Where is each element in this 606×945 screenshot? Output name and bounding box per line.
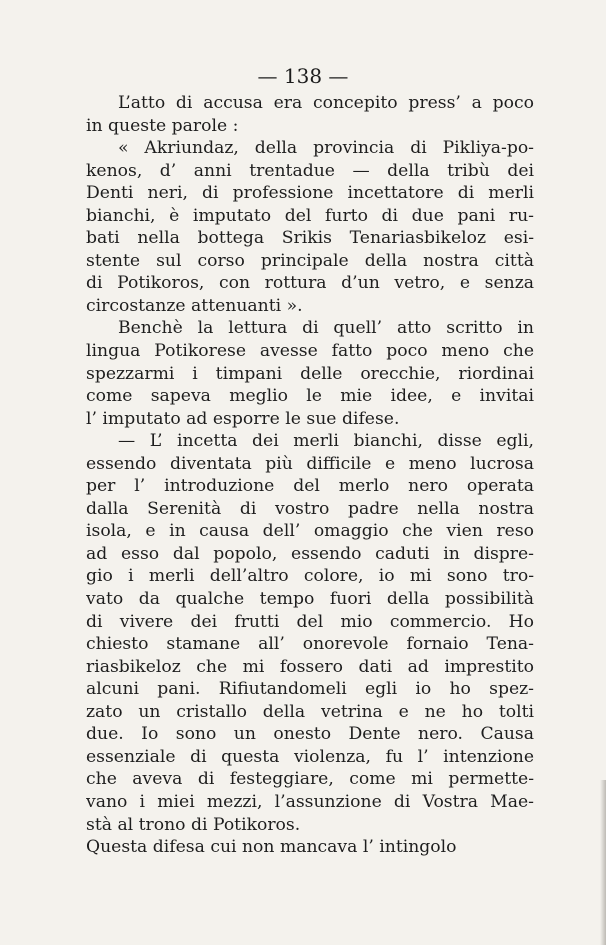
text-line: — L’ incetta dei merli bianchi, disse egli,	[118, 431, 534, 452]
text-line: stà al trono di Potikoros.	[86, 814, 301, 835]
text-line: bati nella bottega Srikis Tenariasbikeloz esi-	[86, 228, 534, 249]
text-line: due. Io sono un onesto Dente nero. Causa	[86, 724, 534, 745]
text-line: isola, e in causa dell’ omaggio che vien reso	[86, 521, 534, 542]
text-line: che aveva di festeggiare, come mi permette-	[86, 769, 534, 790]
text-line: vato da qualche tempo fuori della possibilità	[86, 589, 534, 610]
text-line: di Potikoros, con rottura d’un vetro, e senza	[86, 273, 534, 294]
text-line: spezzarmi i timpani delle orecchie, riordinai	[86, 363, 534, 384]
page-number: — 138 —	[257, 64, 349, 88]
text-line: bianchi, è imputato del furto di due pani ru-	[86, 205, 534, 226]
text-line: vano i miei mezzi, l’assunzione di Vostra Mae-	[86, 791, 534, 812]
text-line: riasbikeloz che mi fossero dati ad imprestito	[86, 656, 534, 677]
text-line: gio i merli dell’altro colore, io mi sono tro-	[86, 566, 534, 587]
page-edge-shadow	[600, 780, 606, 945]
text-line: lingua Potikorese avesse fatto poco meno che	[86, 341, 534, 362]
text-line: come sapeva meglio le mie idee, e invitai	[86, 386, 534, 407]
text-line: dalla Serenità di vostro padre nella nostra	[86, 498, 534, 519]
text-line: zato un cristallo della vetrina e ne ho tolti	[86, 701, 534, 722]
text-line: in queste parole :	[86, 115, 239, 136]
text-line: Benchè la lettura di quell’ atto scritto in	[118, 318, 534, 339]
text-line: ad esso dal popolo, essendo caduti in dispre-	[86, 543, 534, 564]
text-line: essendo diventata più difficile e meno lucrosa	[86, 453, 534, 474]
text-line: kenos, d’ anni trentadue — della tribù dei	[86, 160, 534, 181]
text-line: di vivere dei frutti del mio commercio. Ho	[86, 611, 534, 632]
text-line: L’atto di accusa era concepito press’ a poco	[118, 93, 534, 113]
text-line: chiesto stamane all’ onorevole fornaio Tena-	[86, 634, 534, 655]
text-line: stente sul corso principale della nostra città	[86, 250, 534, 271]
text-line: l’ imputato ad esporre le sue difese.	[86, 408, 400, 429]
text-line: « Akriundaz, della provincia di Pikliya-po-	[118, 138, 534, 159]
text-line: Denti neri, di professione incettatore di merli	[86, 183, 534, 204]
text-line: alcuni pani. Rifiutandomeli egli io ho spez-	[86, 679, 534, 700]
body-text	[86, 92, 534, 859]
text-line: circostanze attenuanti ».	[86, 295, 303, 316]
text-line: essenziale di questa violenza, fu l’ intenzione	[86, 746, 534, 767]
text-line: Questa difesa cui non mancava l’ intingolo	[86, 837, 457, 858]
text-line: per l’ introduzione del merlo nero operata	[86, 476, 534, 497]
